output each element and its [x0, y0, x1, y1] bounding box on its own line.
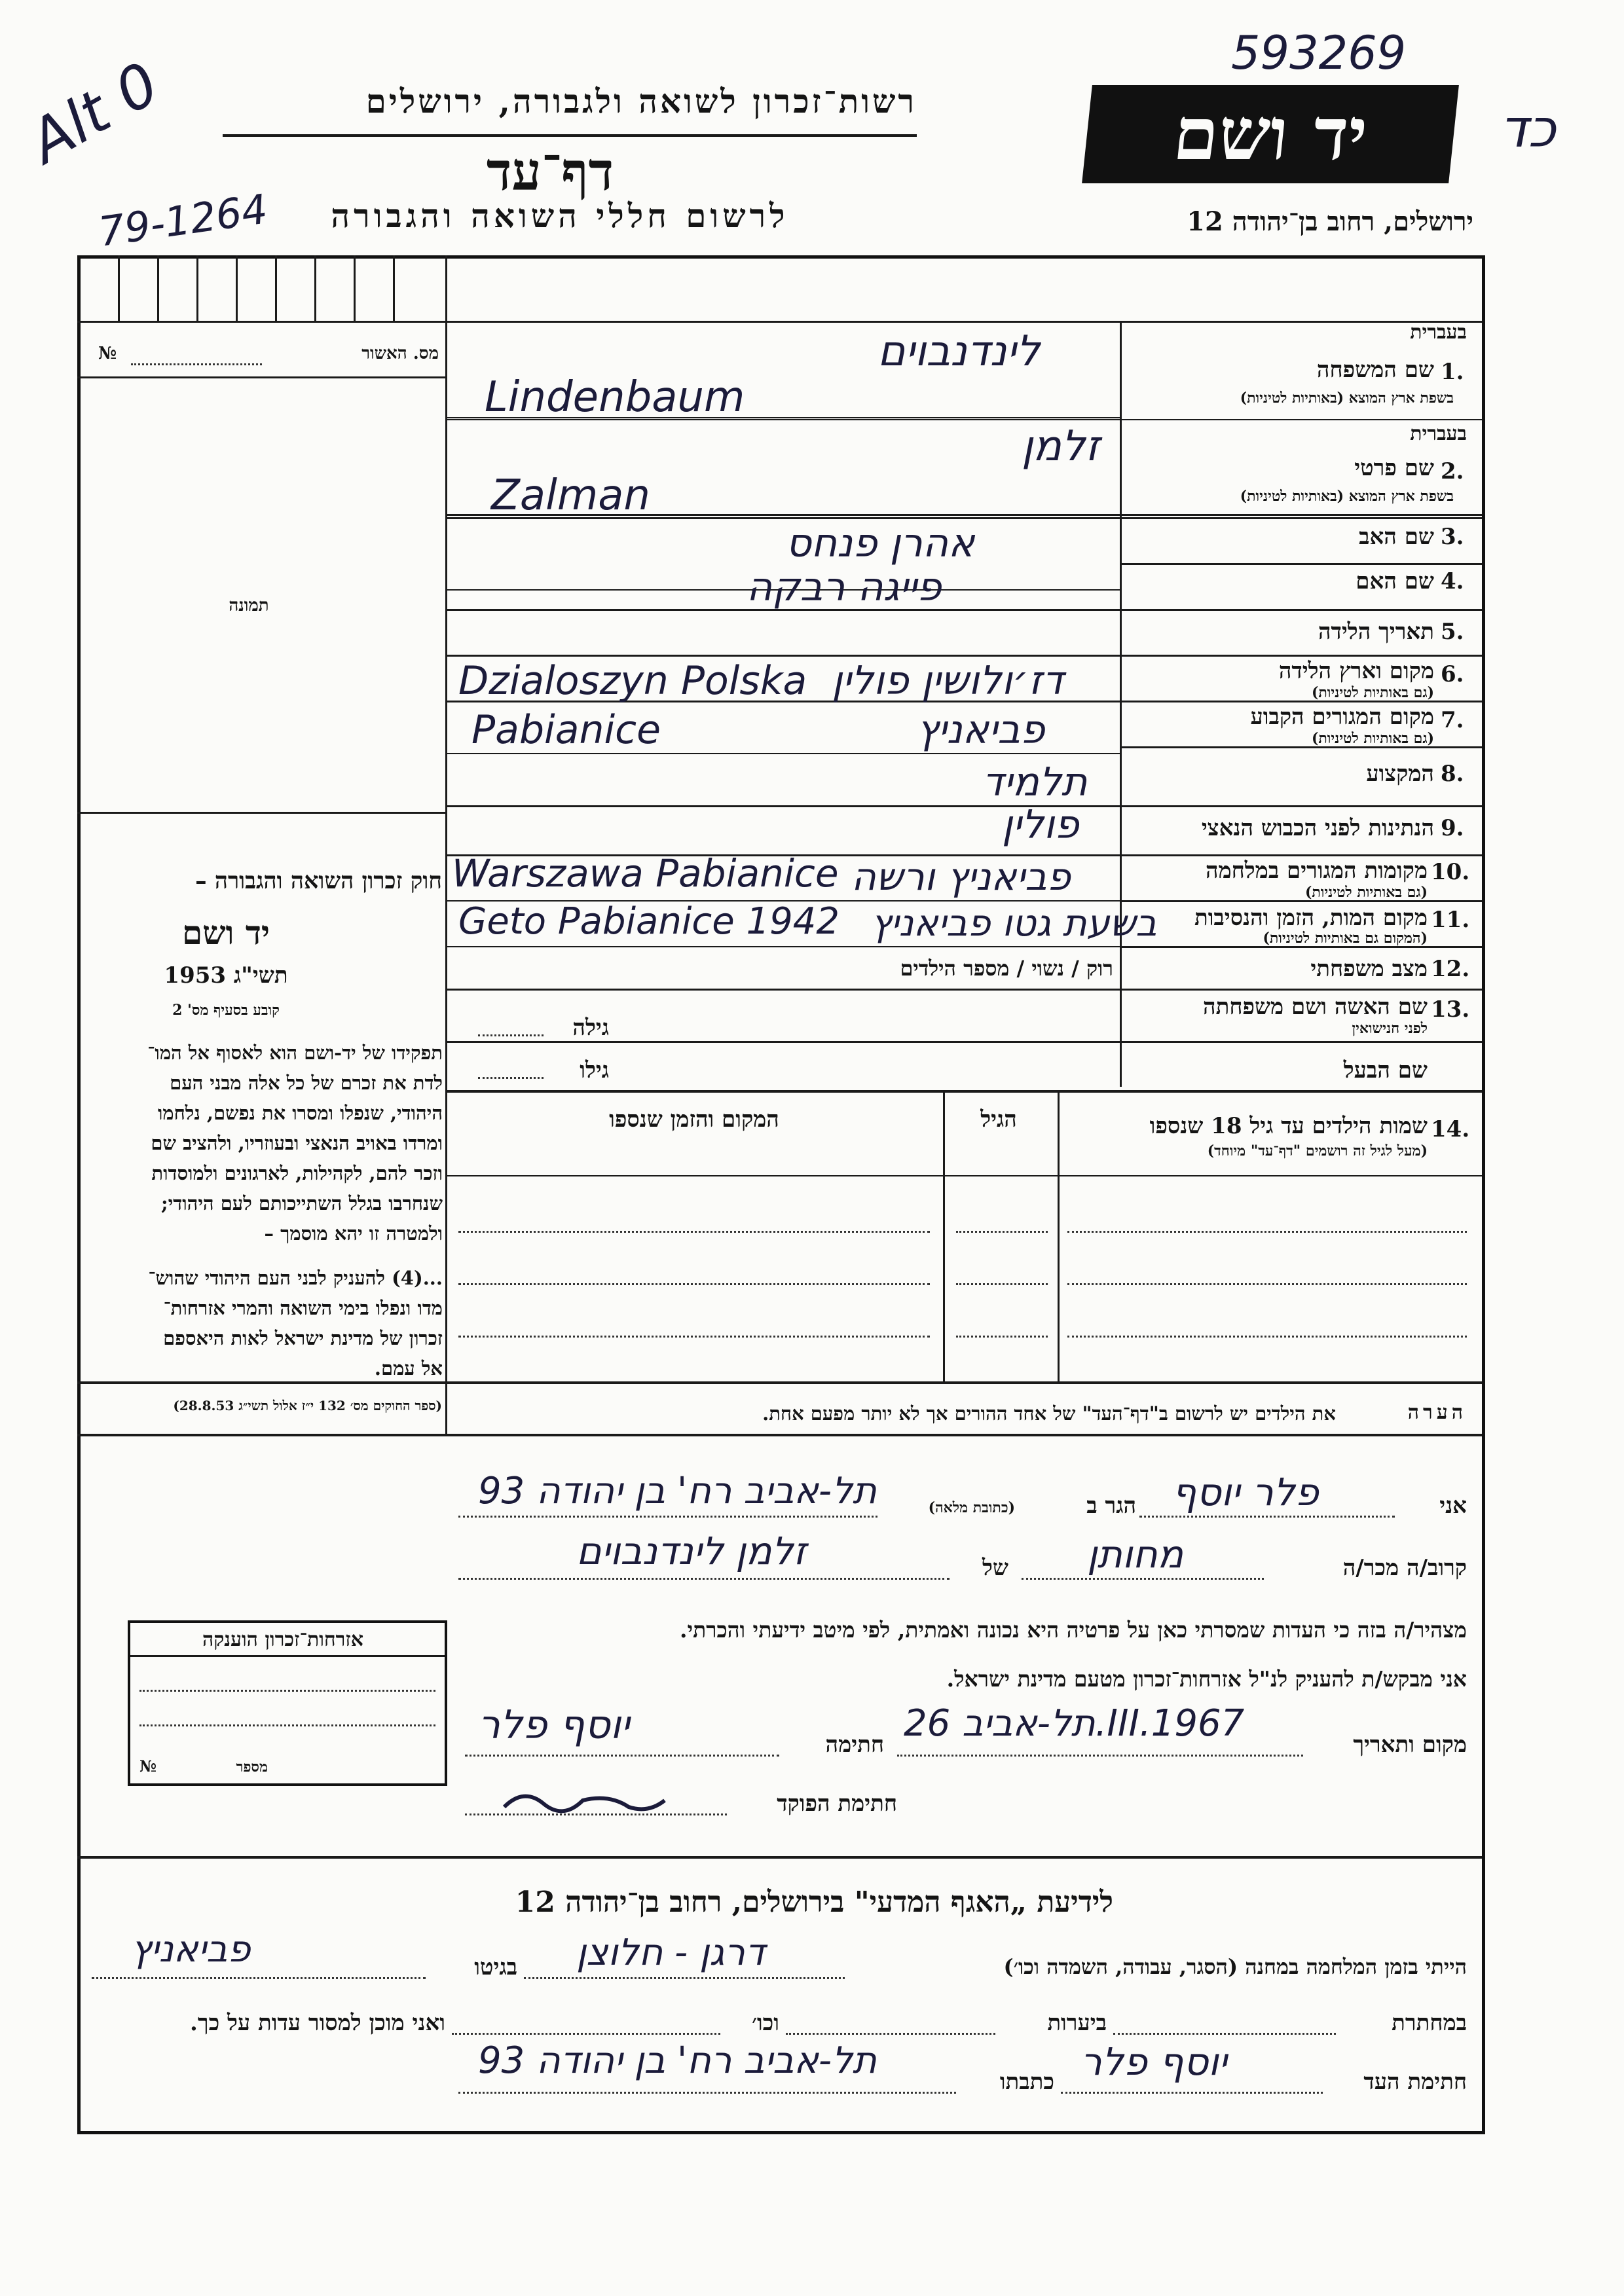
- citizenship-box: [128, 1620, 447, 1786]
- note-label: הערה: [1407, 1401, 1467, 1424]
- row-rule: [447, 1090, 1482, 1093]
- field-8-label: המקצוע: [1366, 761, 1434, 787]
- camp-value[interactable]: דרגן - חלוצן: [576, 1931, 766, 1974]
- header-address: ירושלים, רחוב בן־יהודה 12: [1187, 206, 1473, 237]
- children-row-line[interactable]: [1067, 1231, 1467, 1233]
- resides-label: הגר ב: [1086, 1493, 1136, 1519]
- field-6-value-latin[interactable]: Dzialoszyn Polska: [458, 658, 807, 704]
- row-rule: [447, 655, 1482, 657]
- witness-name[interactable]: פלר יוסף: [1172, 1470, 1319, 1514]
- field-11-label: מקום המות, הזמן והנסיבות: [1194, 905, 1428, 931]
- place-date-value[interactable]: תל-אביב 26.III.1967: [904, 1702, 1245, 1745]
- field-13-age-line[interactable]: [478, 1034, 544, 1036]
- field-11-value-latin[interactable]: Geto Pabianice 1942: [458, 900, 840, 943]
- form-title: דף־עד: [486, 141, 614, 202]
- field-3-label: שם האב: [1359, 524, 1434, 550]
- row-rule: [447, 609, 1482, 611]
- field-2-number: 2.: [1441, 458, 1464, 484]
- field-12-number: 12.: [1431, 956, 1470, 982]
- field-11-value-hebrew[interactable]: בשעת גטו פביאניץ: [871, 902, 1157, 945]
- deceased-name-line: [458, 1578, 950, 1580]
- field-7-sub: (גם באותיות לטיניות): [1311, 730, 1434, 747]
- authority-title: רשות־זכרון לשואה ולגבורה, ירושלים: [365, 82, 917, 120]
- gazette: (ספר החוקים מס׳ 132 י״ז אלול תשי״ג 28.8.53): [173, 1398, 442, 1413]
- etc-line[interactable]: [452, 2033, 720, 2035]
- camp-line-prefix: הייתי בזמן המלחמה במחנה (הסגר, עבודה, השמדה וכו׳): [1003, 1954, 1467, 1979]
- field-husband-age-line[interactable]: [478, 1077, 544, 1079]
- strip-cell: [157, 255, 159, 321]
- law-line: שנחרבו בגלל השתייכותם לעם היהודי;: [160, 1192, 443, 1214]
- citizenship-box-title: אזרחות־זכרון הוענקה: [202, 1628, 364, 1651]
- law-line: היהודי, שנפלו ומסרו את נפשם, נלחמו: [157, 1102, 443, 1124]
- relation-value[interactable]: מחותן: [1087, 1532, 1184, 1576]
- law-line: וזכר להם, לקהילות, לארגונים ולמוסדות: [151, 1162, 443, 1184]
- field-12-options[interactable]: רוק / נשוי / מספר הילדים: [900, 956, 1113, 981]
- field-2-label: שם פרטי: [1354, 455, 1434, 481]
- children-row-line[interactable]: [956, 1283, 1048, 1285]
- children-col-divider: [1058, 1090, 1060, 1381]
- field-12-label: מצב משפחתי: [1310, 956, 1428, 982]
- field-6-label: מקום וארץ הלידה: [1278, 658, 1434, 684]
- field-10-number: 10.: [1431, 859, 1470, 885]
- strip-cell: [236, 255, 238, 321]
- side-mark: כד: [1500, 98, 1556, 159]
- field-4-label: שם האם: [1356, 568, 1434, 594]
- law-line: ולמטרה זו יהא מוסמך –: [264, 1222, 443, 1245]
- signature-value[interactable]: יוסף פלר: [478, 1702, 630, 1748]
- photo-rule: [77, 812, 447, 814]
- field-4-number: 4.: [1441, 568, 1464, 594]
- field-5-label: תאריך הלידה: [1318, 619, 1434, 645]
- field-7-value-latin[interactable]: Pabianice: [471, 707, 661, 753]
- place-date-label: מקום ותאריך: [1353, 1732, 1467, 1758]
- children-col-divider: [943, 1090, 945, 1381]
- field-5-number: 5.: [1441, 619, 1464, 645]
- law-name: יד ושם: [182, 913, 270, 952]
- children-row-line[interactable]: [1067, 1283, 1467, 1285]
- field-8-value[interactable]: תלמיד: [982, 759, 1088, 805]
- row-rule: [447, 1041, 1482, 1043]
- row-rule: [1120, 563, 1482, 565]
- witness-name-line: [1139, 1516, 1395, 1518]
- field-10-value-latin[interactable]: Warszawa Pabianice: [452, 851, 839, 896]
- children-row-line[interactable]: [1067, 1336, 1467, 1338]
- logo-text: יד ושם: [1169, 92, 1372, 176]
- field-13-sub: לפני חנישואין: [1352, 1020, 1428, 1037]
- law-year: תשי"ג 1953: [164, 962, 288, 989]
- field-13-label: שם האשה ושם משפחתה: [1203, 994, 1428, 1020]
- top-left-number: 79-1264: [96, 185, 270, 256]
- officer-signature-icon: [498, 1774, 674, 1827]
- field-7-number: 7.: [1441, 707, 1464, 733]
- field-10-sub: (גם באותיות לטיניות): [1304, 884, 1428, 901]
- signature-line: [465, 1755, 779, 1757]
- field-1-label: שם המשפחה: [1316, 357, 1434, 383]
- ghetto-value[interactable]: פביאניץ: [131, 1928, 251, 1971]
- approval-rule: [77, 376, 447, 378]
- law-text: [84, 1038, 443, 1383]
- law-section: קובע בסעיף מס' 2: [172, 1002, 280, 1019]
- label-column-divider: [1120, 321, 1122, 1087]
- law-line: ומרדו באויב הנאצי ובעוזריו, ולהציב שם: [151, 1132, 443, 1154]
- strip-cell: [275, 255, 277, 321]
- children-row-line[interactable]: [956, 1336, 1048, 1338]
- field-husband-age-label: גילו: [580, 1057, 609, 1084]
- witness-address[interactable]: תל-אביב רח' בן יהודה 93: [478, 1470, 877, 1512]
- field-2-value-hebrew[interactable]: זלמן: [1022, 422, 1100, 471]
- row-rule: [447, 989, 1482, 991]
- field-9-value[interactable]: פולין: [1002, 802, 1079, 848]
- footer-rule: [77, 1856, 1482, 1859]
- photo-label[interactable]: תמונה: [229, 596, 269, 615]
- ghetto-line: [92, 1977, 426, 1979]
- strip-cell: [196, 255, 198, 321]
- camp-line: [524, 1977, 845, 1979]
- field-10-label: מקומות המגורים במלחמה: [1205, 858, 1428, 884]
- field-13-number: 13.: [1431, 996, 1470, 1023]
- witness-sig-label: חתימת העד: [1363, 2069, 1467, 2095]
- law-line: לדת את זכרם של כל אלה מבני העם: [170, 1072, 443, 1094]
- footer-address-line: [458, 2092, 956, 2094]
- strip-cell: [354, 255, 356, 321]
- field-13-age-label: גילה: [572, 1015, 609, 1041]
- witness-address-line: [458, 1516, 877, 1518]
- field-3-value[interactable]: אהרן פנחס: [786, 520, 975, 566]
- top-left-scrawl: Alt 0: [18, 49, 171, 177]
- children-label: שמות הילדים עד גיל 18 שנספו: [1149, 1113, 1428, 1139]
- strip-cell: [118, 255, 120, 321]
- children-row-line[interactable]: [956, 1231, 1048, 1233]
- law-line: מדו ונפלו בימי השואה והמרי אזרחות־: [163, 1297, 443, 1319]
- law-title: חוק זכרון השואה והגבורה –: [195, 867, 442, 894]
- witness-sig-line: [1061, 2092, 1323, 2094]
- logo: [1082, 85, 1459, 183]
- declaration-rule: [77, 1434, 1482, 1436]
- children-age-header: הגיל: [980, 1106, 1017, 1133]
- number-mark: №: [139, 1757, 157, 1776]
- statement-2: אני מבקש/ת להעניק לנ"ל אזרחות־זכרון מטעם מדינת ישראל.: [946, 1666, 1467, 1692]
- field-1-sub: בשפת ארץ המוצא (באותיות לטיניות): [1240, 390, 1454, 407]
- approval-label: מס. האשור: [361, 344, 439, 363]
- approval-line: [131, 363, 262, 365]
- signature-label: חתימה: [825, 1732, 884, 1758]
- field-2-sub: בשפת ארץ המוצא (באותיות לטיניות): [1240, 488, 1454, 505]
- children-row-line[interactable]: [458, 1231, 930, 1233]
- field-7-label: מקום המגורים הקבוע: [1250, 704, 1434, 730]
- field-6-value-hebrew[interactable]: דז׳ולושין פולין: [832, 658, 1064, 704]
- etc-label: וכו׳: [752, 2010, 779, 2036]
- strip-cell: [393, 255, 395, 321]
- field-7-value-hebrew[interactable]: פביאניץ: [917, 707, 1045, 753]
- field-1-value-latin[interactable]: Lindenbaum: [485, 373, 745, 422]
- children-sub: (מעל לגיל זה רושמים "דף־עד" מיוחד): [1207, 1142, 1428, 1159]
- children-header-rule: [447, 1175, 1482, 1176]
- note-rule: [77, 1381, 1482, 1384]
- deceased-name[interactable]: זלמן לינדנבוים: [576, 1529, 807, 1573]
- row-rule: [447, 753, 1122, 754]
- field-10-value-hebrew[interactable]: פביאניץ ורשה: [851, 854, 1071, 899]
- field-4-value[interactable]: פייגה רבקה: [747, 564, 942, 610]
- forests-line[interactable]: [786, 2033, 995, 2035]
- relation-label: קרוב/ה מכר/ה: [1342, 1555, 1467, 1581]
- relation-line: [1022, 1578, 1264, 1580]
- children-number: 14.: [1431, 1116, 1470, 1142]
- field-3-number: 3.: [1441, 524, 1464, 550]
- field-8-number: 8.: [1441, 761, 1464, 787]
- field-9-number: 9.: [1441, 815, 1464, 841]
- field-6-sub: (גם באותיות לטיניות): [1311, 684, 1434, 701]
- law-line: זכרון של מדינת ישראל לאות היאספם: [163, 1327, 443, 1349]
- children-row-line[interactable]: [458, 1283, 930, 1285]
- field-6-number: 6.: [1441, 661, 1464, 687]
- field-11-sub: (המקום גם באותיות לטיניות): [1263, 930, 1428, 947]
- strip-cell: [445, 255, 447, 321]
- field-9-label: הנתינות לפני הכבוש הנאצי: [1201, 815, 1434, 841]
- field-1-hebrew-tag: בעברית: [1410, 321, 1467, 344]
- underground-line[interactable]: [1113, 2033, 1336, 2035]
- field-2-value-latin[interactable]: Zalman: [491, 471, 650, 520]
- approval-no-mark: №: [98, 344, 117, 363]
- row-rule: [447, 946, 1122, 947]
- footer-title: לידיעת „האגף המדעי" בירושלים, רחוב בן־יהודה 12: [515, 1886, 1113, 1919]
- children-place-header: המקום והזמן שנספו: [609, 1106, 779, 1133]
- top-right-number: 593269: [1231, 26, 1407, 80]
- ghetto-label: בגיטו: [474, 1954, 517, 1980]
- officer-label: חתימת הפוקד: [777, 1791, 897, 1817]
- field-2-hebrew-tag: בעברית: [1410, 422, 1467, 445]
- field-11-number: 11.: [1431, 907, 1470, 933]
- i-label: אני: [1439, 1493, 1467, 1519]
- underground-label: במחתרת: [1392, 2010, 1467, 2036]
- law-line: ...(4) להעניק לבני העם היהודי שהוש־: [148, 1267, 443, 1289]
- left-column-divider: [445, 321, 447, 1434]
- address-hint: (כתובת מלאה): [928, 1499, 1015, 1516]
- place-date-line: [897, 1755, 1303, 1757]
- strip-cell: [314, 255, 316, 321]
- forests-label: ביערות: [1047, 2010, 1107, 2036]
- statement-1: מצהיר/ה בזה כי העדות שמסרתי כאן על פרטיה היא נכונה ואמתית, לפי מיטב ידיעתי והכרתי.: [680, 1617, 1467, 1643]
- law-line: תפקידו של יד-ושם הוא לאסוף אל המו־: [147, 1042, 443, 1064]
- footer-address-value[interactable]: תל-אביב רח' בן יהודה 93: [478, 2039, 877, 2082]
- note-text: את הילדים יש לרשום ב"דף־העד" של אחד ההורים אך לא יותר מפעם אחת.: [762, 1402, 1336, 1425]
- of-label: של: [982, 1555, 1008, 1581]
- footer-address-label: כתבתו: [999, 2069, 1054, 2095]
- law-line: אל עמם.: [374, 1357, 443, 1379]
- row-rule: [447, 805, 1482, 807]
- field-1-number: 1.: [1441, 359, 1464, 385]
- witness-sig-value[interactable]: יוסף פלר: [1080, 2039, 1227, 2084]
- number-label: מספר: [236, 1758, 268, 1776]
- children-row-line[interactable]: [458, 1336, 930, 1338]
- field-husband-label: שם הבעל: [1343, 1057, 1428, 1084]
- header-rule: [223, 134, 917, 137]
- ready-text: ואני מוכן למסור עדות על כך.: [190, 2010, 445, 2036]
- form-subtitle: לרשום חללי השואה והגבורה: [331, 196, 789, 235]
- field-1-value-hebrew[interactable]: לינדנבוים: [877, 327, 1041, 376]
